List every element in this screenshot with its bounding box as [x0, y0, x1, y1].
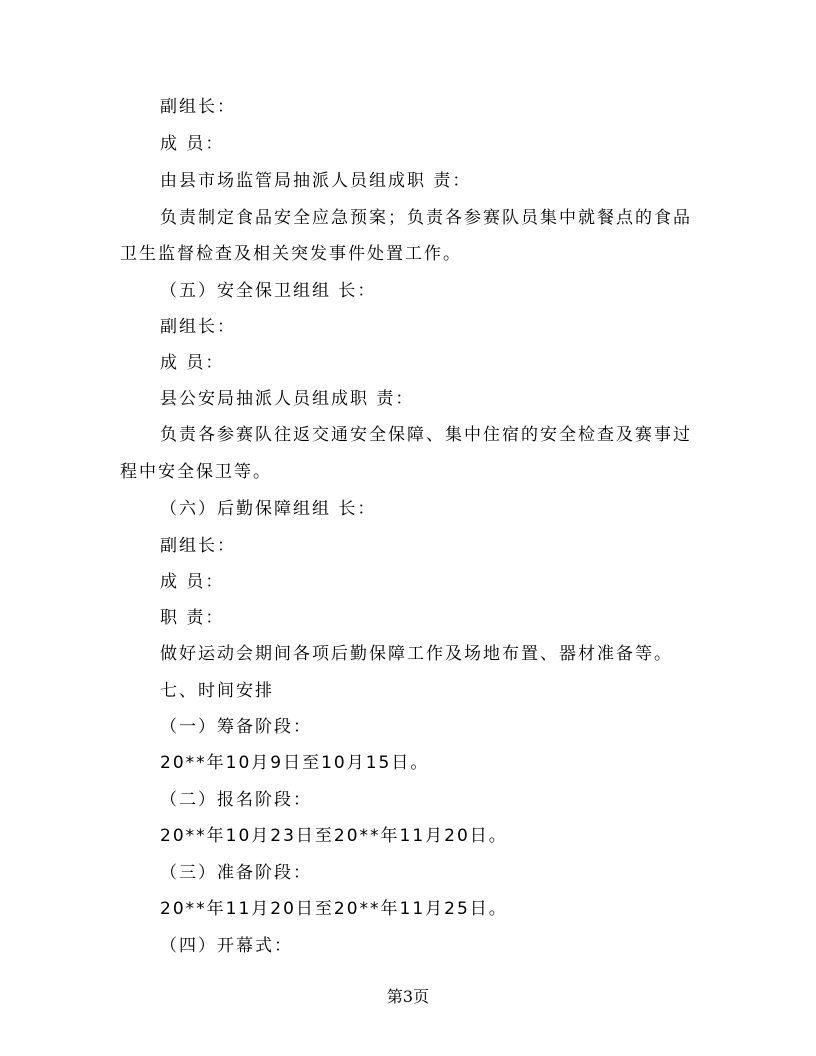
text-line: 副组长：: [160, 317, 236, 337]
text-line: 负责各参赛队往返交通安全保障、集中住宿的安全检查及赛事过: [160, 425, 692, 445]
text-line: 县公安局抽派人员组成职 责：: [160, 389, 415, 409]
text-line: 程中安全保卫等。: [120, 462, 272, 482]
text-line: 20**年10月23日至20**年11月20日。: [160, 826, 508, 846]
text-line: 副组长：: [160, 97, 236, 117]
text-line: 副组长：: [160, 536, 236, 556]
text-line: 卫生监督检查及相关突发事件处置工作。: [120, 244, 462, 264]
section-heading: 七、时间安排: [160, 681, 274, 701]
section-heading: （五）安全保卫组组 长：: [160, 281, 377, 301]
section-heading: （六）后勤保障组组 长：: [160, 499, 377, 519]
text-line: 成 员：: [160, 353, 225, 373]
section-heading: （三）准备阶段：: [160, 863, 312, 883]
text-line: 成 员：: [160, 134, 225, 154]
section-heading: （四）开幕式：: [160, 936, 293, 956]
text-line: 负责制定食品安全应急预案；负责各参赛队员集中就餐点的食品: [160, 208, 692, 228]
text-line: 20**年11月20日至20**年11月25日。: [160, 899, 508, 919]
section-heading: （一）筹备阶段：: [160, 717, 312, 737]
text-line: 成 员：: [160, 572, 225, 592]
text-line: 20**年10月9日至10月15日。: [160, 753, 430, 773]
page-number: 第3页: [386, 987, 430, 1006]
section-heading: （二）报名阶段：: [160, 790, 312, 810]
text-line: 职 责：: [160, 608, 225, 628]
text-line: 做好运动会期间各项后勤保障工作及场地布置、器材准备等。: [160, 644, 673, 664]
text-line: 由县市场监管局抽派人员组成职 责：: [160, 171, 472, 191]
